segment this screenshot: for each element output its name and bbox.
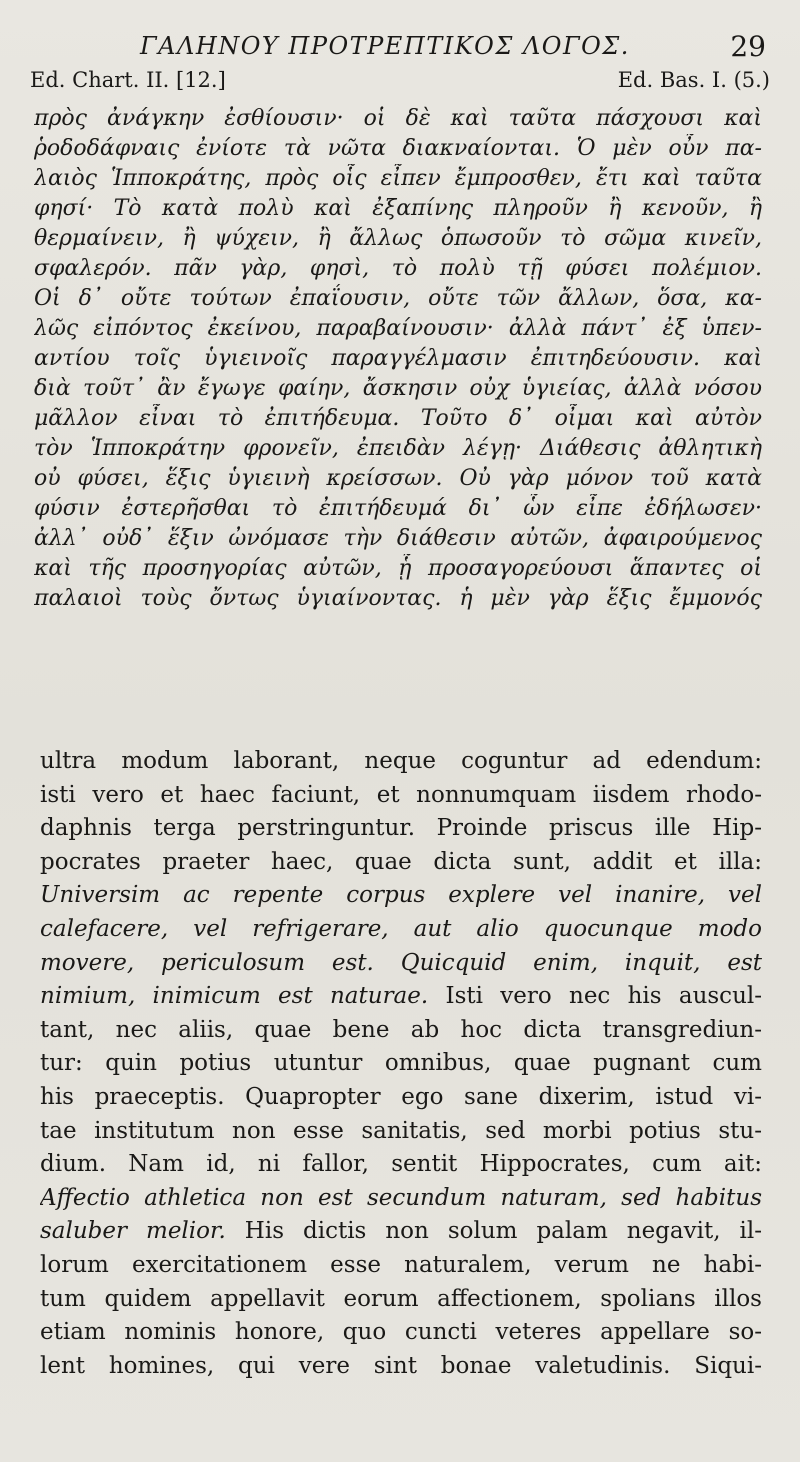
latin-text-line: [40, 1316, 762, 1350]
latin-text-line: [40, 1215, 762, 1249]
edition-reference-line: [30, 68, 770, 96]
text-segment: lent homines, qui vere sint bonae valetudinis. Siqui-: [40, 1352, 762, 1379]
greek-text-line: τὸν Ἱπποκράτην φρονεῖν, ἐπειδὰν λέγῃ· Διάθεσις ἀθλητικὴ: [34, 436, 762, 461]
italic-quotation-segment: movere, periculosum est. Quicquid enim, inquit, est: [40, 949, 762, 976]
text-segment: tant, nec aliis, quae bene ab hoc dicta transgrediun-: [40, 1016, 762, 1043]
edition-reference-basel: Ed. Bas. I. (5.): [617, 68, 770, 92]
greek-text-line: καὶ τῆς προσηγορίας αὐτῶν, ᾗ προσαγορεύουσι ἅπαντες οἱ: [34, 556, 762, 581]
italic-quotation-segment: nimium, inimicum est naturae.: [40, 983, 429, 1010]
text-segment: tae institutum non esse sanitatis, sed morbi potius stu-: [40, 1117, 762, 1144]
text-segment: etiam nominis honore, quo cuncti veteres appellare so-: [40, 1319, 762, 1346]
latin-text-line: [40, 779, 762, 813]
latin-text-line: [40, 947, 762, 981]
greek-text-line: ῥοδοδάφναις ἐνίοτε τὰ νῶτα διακναίονται. Ὁ μὲν οὖν πα-: [34, 136, 762, 161]
latin-text-line: [40, 1081, 762, 1115]
greek-text-line: παλαιοὶ τοὺς ὄντως ὑγιαίνοντας. ἡ μὲν γὰρ ἕξις ἔμμονός: [34, 586, 762, 611]
greek-text-line: μᾶλλον εἶναι τὸ ἐπιτήδευμα. Τοῦτο δ᾽ οἶμαι καὶ αὐτὸν: [34, 406, 762, 431]
italic-quotation-segment: calefacere, vel refrigerare, aut alio quocunque modo: [40, 915, 762, 942]
greek-text-block: [34, 104, 762, 614]
latin-text-line: [40, 1047, 762, 1081]
greek-text-line: αντίου τοῖς ὑγιεινοῖς παραγγέλμασιν ἐπιτηδεύουσιν. καὶ: [34, 346, 762, 371]
text-segment: dium. Nam id, ni fallor, sentit Hippocrates, cum ait:: [40, 1151, 762, 1178]
italic-quotation-segment: saluber melior.: [40, 1218, 226, 1245]
greek-text-line: φησί· Τὸ κατὰ πολὺ καὶ ἐξαπίνης πληροῦν ἢ κενοῦν, ἢ: [34, 196, 762, 221]
text-segment: His dictis non solum palam negavit, il-: [225, 1218, 762, 1245]
latin-text-line: [40, 1014, 762, 1048]
greek-text-line: Οἱ δ᾽ οὔτε τούτων ἐπαΐουσιν, οὔτε τῶν ἄλλων, ὅσα, κα-: [34, 286, 762, 311]
text-segment: ultra modum laborant, neque coguntur ad edendum:: [40, 748, 762, 774]
greek-text-line: πρὸς ἀνάγκην ἐσθίουσιν· οἱ δὲ καὶ ταῦτα πάσχουσι καὶ: [34, 106, 762, 131]
latin-text-line: [40, 745, 762, 779]
greek-text-line: φύσιν ἐστερῆσθαι τὸ ἐπιτήδευμά δι᾽ ὧν εἶπε ἐδήλωσεν·: [34, 496, 762, 521]
latin-text-line: [40, 1283, 762, 1317]
greek-text-line: λαιὸς Ἱπποκράτης, πρὸς οἷς εἶπεν ἔμπροσθεν, ἔτι καὶ ταῦτα: [34, 166, 762, 191]
greek-text-line: διὰ τοῦτ᾽ ἂν ἔγωγε φαίην, ἄσκησιν οὐχ ὑγιείας, ἀλλὰ νόσου: [34, 376, 762, 401]
latin-text-line: [40, 1182, 762, 1216]
page-number: 29: [730, 30, 766, 63]
text-segment: pocrates praeter haec, quae dicta sunt, addit et illa:: [40, 848, 762, 875]
text-segment: Isti vero nec his auscul-: [428, 983, 762, 1010]
latin-text-line: [40, 1350, 762, 1384]
latin-text-block: [40, 745, 762, 1383]
latin-text-line: [40, 1148, 762, 1182]
latin-text-line: [40, 879, 762, 913]
edition-reference-chartier: Ed. Chart. II. [12.]: [30, 68, 226, 92]
text-segment: isti vero et haec faciunt, et nonnumquam iisdem rhodo-: [40, 781, 762, 808]
greek-text-line: σφαλερόν. πᾶν γὰρ, φησὶ, τὸ πολὺ τῇ φύσει πολέμιον.: [34, 256, 762, 281]
text-segment: his praeceptis. Quapropter ego sane dixerim, istud vi-: [40, 1083, 762, 1110]
latin-text-line: [40, 1115, 762, 1149]
running-title: ΓΑΛΗΝΟΥ ΠΡΟΤΡΕΠΤΙΚΟΣ ΛΟΓΟΣ.: [140, 32, 630, 60]
italic-quotation-segment: Affectio athletica non est secundum naturam, sed habitus: [40, 1184, 762, 1211]
latin-text-line: [40, 1249, 762, 1283]
greek-text-line: λῶς εἰπόντος ἐκείνου, παραβαίνουσιν· ἀλλὰ πάντ᾽ ἐξ ὑπεν-: [34, 316, 762, 341]
greek-text-line: οὐ φύσει, ἕξις ὑγιεινὴ κρείσσων. Οὐ γὰρ μόνον τοῦ κατὰ: [34, 466, 762, 491]
latin-text-line: [40, 913, 762, 947]
running-head: [0, 30, 800, 64]
italic-quotation-segment: Universim ac repente corpus explere vel inanire, vel: [40, 882, 762, 909]
greek-text-line: θερμαίνειν, ἢ ψύχειν, ἢ ἄλλως ὁπωσοῦν τὸ σῶμα κινεῖν,: [34, 226, 762, 251]
latin-text-line: [40, 980, 762, 1014]
text-segment: daphnis terga perstringuntur. Proinde priscus ille Hip-: [40, 815, 762, 842]
text-segment: tur: quin potius utuntur omnibus, quae pugnant cum: [40, 1050, 762, 1077]
greek-text-line: ἀλλ᾽ οὐδ᾽ ἕξιν ὠνόμασε τὴν διάθεσιν αὐτῶν, ἀφαιρούμενος: [34, 526, 762, 551]
text-segment: lorum exercitationem esse naturalem, verum ne habi-: [40, 1251, 762, 1278]
latin-text-line: [40, 846, 762, 880]
latin-text-line: [40, 812, 762, 846]
text-segment: tum quidem appellavit eorum affectionem, spolians illos: [40, 1285, 762, 1312]
